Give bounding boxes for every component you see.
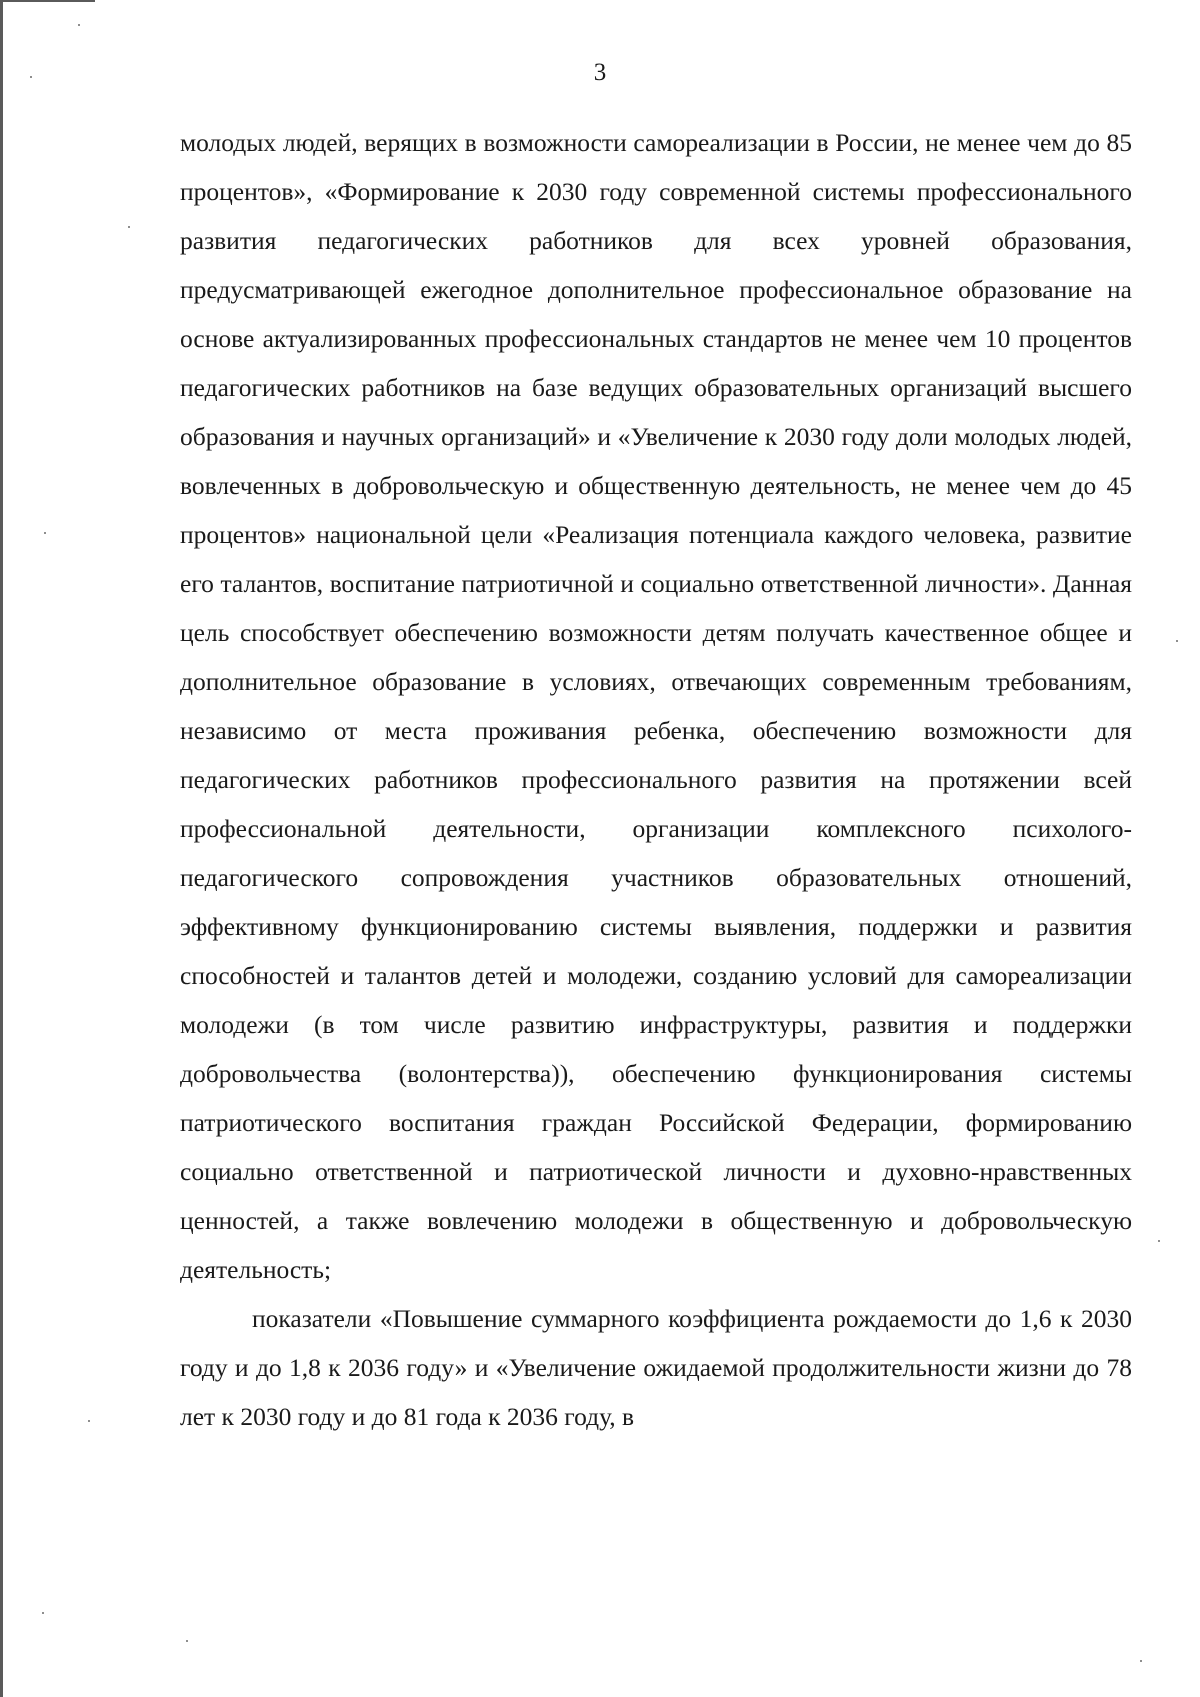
scan-speck bbox=[30, 76, 32, 78]
scan-edge-left bbox=[0, 0, 3, 1697]
scan-speck bbox=[88, 1420, 90, 1422]
scan-speck bbox=[44, 532, 46, 534]
scan-speck bbox=[1176, 640, 1178, 642]
document-body bbox=[180, 118, 1132, 1441]
scan-speck bbox=[186, 1640, 188, 1642]
page-number: 3 bbox=[593, 59, 607, 86]
scan-speck bbox=[128, 226, 130, 228]
paragraph-indicators: показатели «Повышение суммарного коэффициента рождаемости до 1,6 к 2030 году и до 1,8 к 2036 году» и «Увеличение ожидаемой продолжительности жизни до 78 лет к 2030 году и до 81 года к 2036 году, в bbox=[180, 1304, 1132, 1431]
scan-speck bbox=[1140, 1660, 1142, 1662]
paragraph-continuation: молодых людей, верящих в возможности самореализации в России, не менее чем до 85 процентов», «Формирование к 2030 году современной системы профессионального развития педагогических работников для всех уровней образования, предусматривающей ежегодное дополнительное профессиональное образование на основе актуализированных профессиональных стандартов не менее чем 10 процентов педагогических работников на базе ведущих образовательных организаций высшего образования и научных организаций» и «Увеличение к 2030 году доли молодых людей, вовлеченных в добровольческую и общественную деятельность, не менее чем до 45 процентов» национальной цели «Реализация потенциала каждого человека, развитие его талантов, воспитание патриотичной и социально ответственной личности». Данная цель способствует обеспечению возможности детям получать качественное общее и дополнительное образование в условиях, отвечающих современным требованиям, независимо от места проживания ребенка, обеспечению возможности для педагогических работников профессионального развития на протяжении всей профессиональной деятельности, организации комплексного психолого-педагогического сопровождения участников образовательных отношений, эффективному функционированию системы выявления, поддержки и развития способностей и талантов детей и молодежи, созданию условий для самореализации молодежи (в том числе развитию инфраструктуры, развития и поддержки добровольчества (волонтерства)), обеспечению функционирования системы патриотического воспитания граждан Российской Федерации, формированию социально ответственной и патриотической личности и духовно-нравственных ценностей, а также вовлечению молодежи в общественную и добровольческую деятельность; bbox=[180, 128, 1132, 1284]
scan-speck bbox=[42, 1612, 44, 1614]
scan-speck bbox=[1158, 1240, 1160, 1242]
scan-speck bbox=[78, 24, 80, 26]
scan-edge-top bbox=[0, 0, 95, 2]
